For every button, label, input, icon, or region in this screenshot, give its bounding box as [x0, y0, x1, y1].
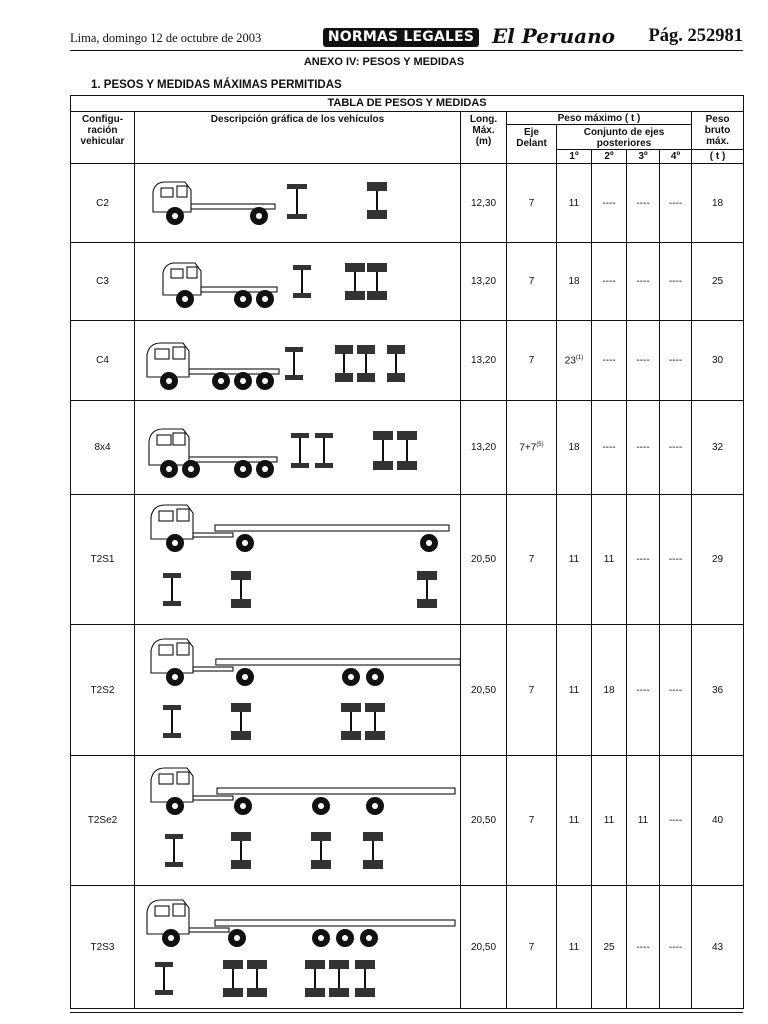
cell-gross: 43 [692, 886, 744, 1009]
cell-front: 7 [507, 886, 557, 1009]
cell-a4: ---- [660, 625, 692, 756]
cell-front: 7 [507, 756, 557, 886]
cell-a3: ---- [627, 164, 660, 243]
cell-gross: 40 [692, 756, 744, 886]
cell-length: 20,50 [461, 625, 507, 756]
vehicle-drawing-c4 [135, 321, 461, 401]
cell-a4: ---- [660, 401, 692, 495]
cell-config: C3 [71, 243, 135, 321]
truck-8x4-icon [135, 401, 461, 494]
cell-a2: ---- [592, 243, 627, 321]
cell-length: 20,50 [461, 756, 507, 886]
cell-front: 7 [507, 164, 557, 243]
cell-a2: 25 [592, 886, 627, 1009]
col-max-weight: Peso máximo ( t ) [507, 112, 692, 125]
col-config: Configu- ración vehicular [71, 112, 135, 164]
cell-a1: 11 [557, 495, 592, 625]
weights-table [70, 95, 744, 1009]
table-row [71, 886, 744, 1009]
cell-a3: ---- [627, 243, 660, 321]
vehicle-drawing-8x4 [135, 401, 461, 495]
col-axle-2: 2º [592, 150, 627, 164]
cell-gross: 18 [692, 164, 744, 243]
cell-config: C4 [71, 321, 135, 401]
cell-a2: 18 [592, 625, 627, 756]
cell-a1: 11 [557, 164, 592, 243]
cell-config: T2S1 [71, 495, 135, 625]
cell-a4: ---- [660, 756, 692, 886]
cell-a3: ---- [627, 321, 660, 401]
cell-length: 13,20 [461, 243, 507, 321]
cell-a4: ---- [660, 886, 692, 1009]
cell-length: 20,50 [461, 495, 507, 625]
table-title: TABLA DE PESOS Y MEDIDAS [71, 96, 744, 112]
annex-title: ANEXO IV: PESOS Y MEDIDAS [303, 56, 465, 68]
cell-a3: 11 [627, 756, 660, 886]
truck-c4-icon [135, 321, 461, 400]
cell-a4: ---- [660, 321, 692, 401]
vehicle-drawing-c3 [135, 243, 461, 321]
cell-a2: 11 [592, 756, 627, 886]
cell-a3: ---- [627, 886, 660, 1009]
section-title: 1. PESOS Y MEDIDAS MÁXIMAS PERMITIDAS [91, 79, 342, 91]
col-description: Descripción gráfica de los vehículos [135, 112, 461, 164]
cell-length: 12,30 [461, 164, 507, 243]
cell-front: 7 [507, 243, 557, 321]
cell-length: 13,20 [461, 321, 507, 401]
cell-gross: 32 [692, 401, 744, 495]
truck-c3-icon [135, 243, 461, 320]
truck-c2-icon [135, 164, 461, 242]
cell-gross: 36 [692, 625, 744, 756]
col-length: Long. Máx. (m) [461, 112, 507, 164]
cell-a1: 11 [557, 756, 592, 886]
page-header [70, 24, 743, 51]
cell-config: T2Se2 [71, 756, 135, 886]
cell-a2: ---- [592, 321, 627, 401]
cell-a2: 11 [592, 495, 627, 625]
cell-config: 8x4 [71, 401, 135, 495]
cell-a2: ---- [592, 401, 627, 495]
truck-t2s1-icon [135, 495, 461, 624]
col-gross: Peso bruto máx. [692, 112, 744, 150]
bottom-rule [70, 1012, 743, 1013]
vehicle-drawing-t2se2 [135, 756, 461, 886]
cell-length: 20,50 [461, 886, 507, 1009]
cell-a1: 11 [557, 886, 592, 1009]
col-axle-3: 3º [627, 150, 660, 164]
section-badge: NORMAS LEGALES [323, 28, 479, 47]
col-rear-set: Conjunto de ejes posteriores [557, 125, 692, 150]
truck-t2s2-icon [135, 625, 461, 755]
table-row [71, 321, 744, 401]
cell-gross: 30 [692, 321, 744, 401]
table-row [71, 401, 744, 495]
cell-gross: 29 [692, 495, 744, 625]
col-gross-unit: ( t ) [692, 150, 744, 164]
cell-a1: 18 [557, 243, 592, 321]
cell-a2: ---- [592, 164, 627, 243]
vehicle-drawing-c2 [135, 164, 461, 243]
cell-a4: ---- [660, 243, 692, 321]
col-axle-4: 4º [660, 150, 692, 164]
page-number: Pág. 252981 [648, 26, 743, 46]
cell-front: 7 [507, 321, 557, 401]
vehicle-drawing-t2s1 [135, 495, 461, 625]
cell-a1: 18 [557, 401, 592, 495]
col-axle-1: 1º [557, 150, 592, 164]
table-row [71, 625, 744, 756]
cell-gross: 25 [692, 243, 744, 321]
cell-a1: 11 [557, 625, 592, 756]
truck-t2se2-icon [135, 756, 461, 885]
cell-length: 13,20 [461, 401, 507, 495]
cell-a4: ---- [660, 164, 692, 243]
cell-a1: 23$^{(1)}$ [557, 321, 592, 401]
cell-config: C2 [71, 164, 135, 243]
table-row [71, 495, 744, 625]
col-front-axle: Eje Delant [507, 125, 557, 164]
cell-a3: ---- [627, 401, 660, 495]
cell-a3: ---- [627, 495, 660, 625]
vehicle-drawing-t2s2 [135, 625, 461, 756]
table-row [71, 756, 744, 886]
table-row [71, 164, 744, 243]
table-row [71, 243, 744, 321]
truck-t2s3-icon [135, 886, 461, 1008]
cell-front: 7 [507, 495, 557, 625]
header-date: Lima, domingo 12 de octubre de 2003 [70, 31, 262, 45]
vehicle-drawing-t2s3 [135, 886, 461, 1009]
cell-a4: ---- [660, 495, 692, 625]
cell-config: T2S2 [71, 625, 135, 756]
cell-front: $7+7^{(5)}$ [507, 401, 557, 495]
cell-front: 7 [507, 625, 557, 756]
cell-a3: ---- [627, 625, 660, 756]
newspaper-logo: El Peruano [492, 24, 615, 48]
cell-config: T2S3 [71, 886, 135, 1009]
